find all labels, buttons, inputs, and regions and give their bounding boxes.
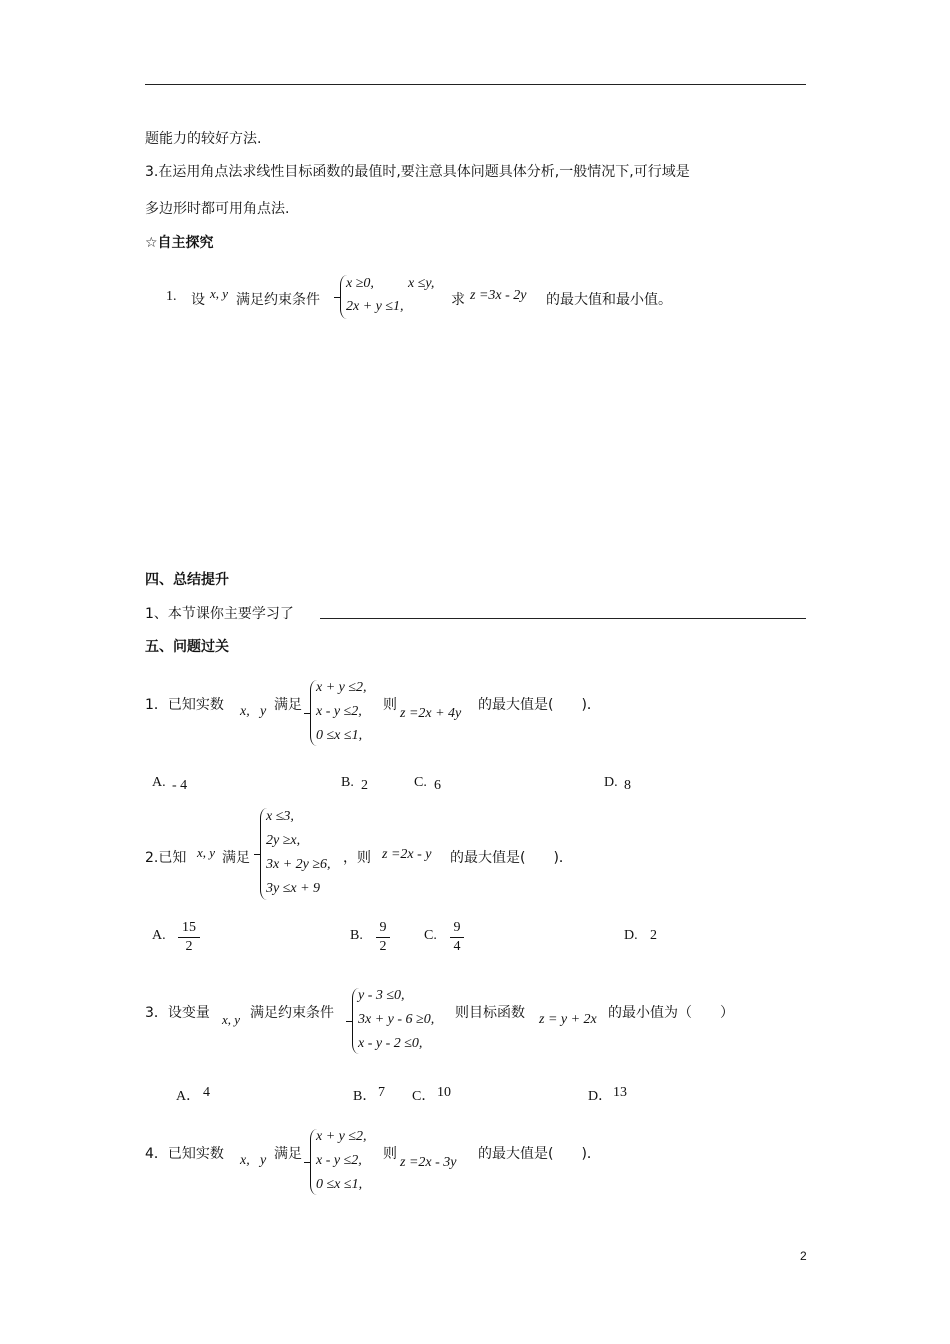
constraint: 0 ≤x ≤1, (316, 728, 363, 743)
question-text: 则 (383, 1146, 397, 1162)
fraction-denominator: 2 (379, 939, 387, 954)
question-number: 1. (166, 289, 177, 304)
constraint: 2y ≥x, (266, 833, 301, 848)
variable-y: y (260, 704, 267, 719)
question-text: 则目标函数 (455, 1005, 525, 1021)
option-c-label[interactable]: C． (412, 1089, 436, 1104)
question-text: 的最大值是( )． (478, 1146, 601, 1162)
constraint-system (310, 1129, 380, 1195)
question-vars: x, y (222, 1012, 241, 1027)
variable-x: x, (240, 1153, 250, 1168)
constraint: x - y - 2 ≤0, (358, 1036, 423, 1051)
option-a-label[interactable]: A. (152, 775, 166, 790)
question-text: 满足约束条件 (250, 1005, 334, 1021)
constraint-system (260, 808, 350, 900)
objective-expression: z =2x - y (382, 847, 432, 862)
question-text: 满足 (222, 850, 250, 866)
option-d-label[interactable]: D. (604, 775, 618, 790)
option-b-value[interactable]: 2 (361, 778, 368, 793)
question-text: 的最大值是( )． (478, 697, 601, 713)
question-text: 则 (383, 697, 397, 713)
constraint: 3x + y - 6 ≥0, (358, 1012, 435, 1027)
constraint: 0 ≤x ≤1, (316, 1177, 363, 1192)
summary-heading: 四、总结提升 (145, 572, 229, 588)
option-d-value[interactable]: 8 (624, 778, 631, 793)
intro-line-1: 题能力的较好方法. (145, 131, 262, 147)
question-text: 的最大值是( )． (450, 850, 573, 866)
option-b-label[interactable]: B. (350, 928, 363, 943)
option-c-value[interactable]: 6 (434, 778, 441, 793)
question-text: 设 (191, 292, 205, 308)
variable-x: x, (240, 704, 250, 719)
summary-item-1: 1、本节课你主要学习了 (145, 606, 294, 622)
question-text: ，则 (343, 850, 371, 866)
question-text: 满足 (274, 697, 302, 713)
constraint-system (310, 680, 380, 746)
question-text: 4．已知实数 (145, 1146, 224, 1162)
constraint: x ≥0, (346, 276, 374, 291)
question-text: 3．设变量 (145, 1005, 210, 1021)
objective-expression: z =2x + 4y (400, 706, 462, 721)
constraint: 2x + y ≤1, (346, 299, 404, 314)
fraction-denominator: 4 (453, 939, 461, 954)
objective-expression: z = y + 2x (539, 1012, 597, 1027)
constraint: x - y ≤2, (316, 704, 362, 719)
option-b-label[interactable]: B． (353, 1089, 377, 1104)
fraction-bar (450, 937, 464, 938)
option-b-fraction[interactable] (376, 920, 390, 955)
question-text: 满足约束条件 (236, 292, 320, 308)
constraint: x - y ≤2, (316, 1153, 362, 1168)
option-a-fraction[interactable] (178, 920, 200, 955)
option-a-label[interactable]: A. (152, 928, 166, 943)
option-a-label[interactable]: A． (176, 1089, 201, 1104)
variable-y: y (260, 1153, 267, 1168)
intro-line-2: 3.在运用角点法求线性目标函数的最值时,要注意具体问题具体分析,一般情况下,可行域是 (145, 164, 690, 180)
option-c-label[interactable]: C. (424, 928, 437, 943)
option-d-label[interactable]: D. (624, 928, 638, 943)
option-b-value[interactable]: 7 (378, 1085, 385, 1100)
constraint: y - 3 ≤0, (358, 988, 405, 1003)
intro-line-3: 多边形时都可用角点法. (145, 201, 290, 217)
checkpoint-heading: 五、问题过关 (145, 639, 229, 655)
fraction-numerator: 9 (379, 920, 387, 935)
fraction-bar (178, 937, 200, 938)
objective-expression: z =2x - 3y (400, 1155, 457, 1170)
constraint: 3y ≤x + 9 (266, 881, 321, 896)
question-vars: x, y (197, 845, 216, 860)
question-text: 的最大值和最小值。 (546, 292, 672, 308)
option-c-label[interactable]: C. (414, 775, 427, 790)
constraint-system (352, 988, 457, 1054)
option-b-label[interactable]: B. (341, 775, 354, 790)
option-d-label[interactable]: D． (588, 1089, 613, 1104)
option-a-value[interactable]: 4 (203, 1085, 210, 1100)
option-a-value[interactable]: - 4 (172, 778, 188, 793)
constraint-system (340, 275, 450, 319)
question-text: 2.已知 (145, 850, 187, 866)
constraint: x + y ≤2, (316, 680, 367, 695)
constraint: x ≤3, (266, 809, 294, 824)
question-text: 1．已知实数 (145, 697, 224, 713)
question-text: 的最小值为（ ） (608, 1005, 734, 1021)
constraint: x + y ≤2, (316, 1129, 367, 1144)
question-vars: x, y (210, 286, 229, 301)
option-c-fraction[interactable] (450, 920, 464, 955)
fraction-bar (376, 937, 390, 938)
constraint: 3x + 2y ≥6, (266, 857, 331, 872)
option-d-value[interactable]: 2 (650, 928, 657, 943)
option-d-value[interactable]: 13 (613, 1085, 627, 1100)
question-text: 满足 (274, 1146, 302, 1162)
header-rule (145, 84, 806, 85)
fraction-numerator: 15 (182, 920, 196, 935)
question-text: 求 (451, 292, 465, 308)
fraction-numerator: 9 (453, 920, 461, 935)
page-number: 2 (800, 1249, 807, 1263)
constraint: x ≤y, (408, 276, 435, 291)
fraction-denominator: 2 (185, 939, 193, 954)
option-c-value[interactable]: 10 (437, 1085, 451, 1100)
explore-heading: ☆自主探究 (145, 235, 214, 251)
objective-expression: z =3x - 2y (470, 288, 527, 303)
answer-blank-line[interactable] (320, 618, 806, 619)
